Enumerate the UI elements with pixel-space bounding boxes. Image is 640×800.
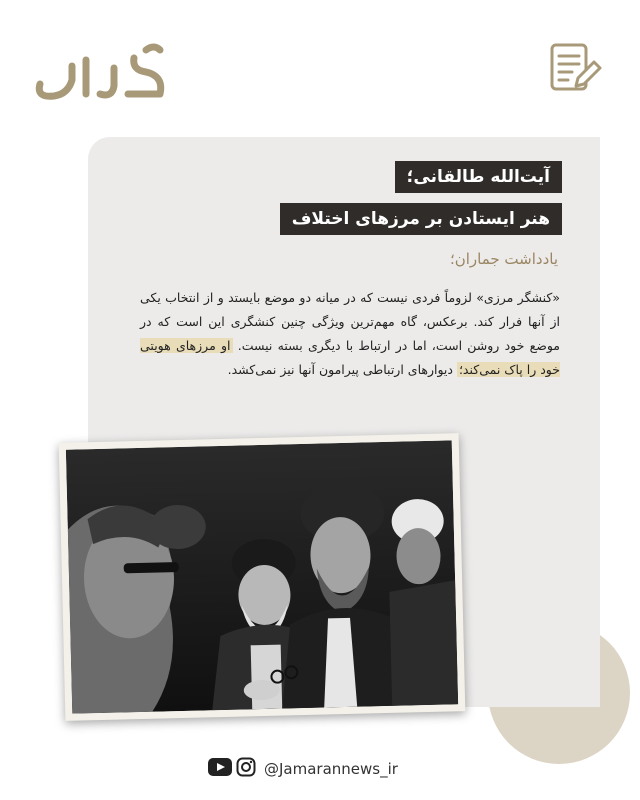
- article-title-line1: آیت‌الله طالقانی؛: [395, 161, 562, 193]
- historical-photo: [59, 433, 466, 721]
- body-text-part1: «کنشگر مرزی» لزوماً فردی نیست که در میانه دو موضع بایستد و از انتخاب یکی از آنها فرار کند. برعکس، گاه مهم‌ترین ویژگی چنین کنشگری این است که در موضع خود روشن است، اما در ارتباط با دیگری بسته نیست.: [140, 290, 560, 353]
- body-text-part2: دیوارهای ارتباطی پیرامون آنها نیز نمی‌کشد.: [227, 362, 457, 377]
- youtube-icon[interactable]: [208, 758, 232, 780]
- note-pencil-icon: [548, 42, 602, 94]
- body-highlight: او مرزهای هویتی خود را پاک نمی‌کند؛: [140, 338, 560, 377]
- footer-social: [208, 758, 398, 780]
- instagram-icon[interactable]: [236, 757, 256, 781]
- jamaran-logo: [28, 36, 168, 106]
- social-handle[interactable]: @Jamarannews_ir: [264, 760, 398, 778]
- article-title-line2: هنر ایستادن بر مرزهای اختلاف: [280, 203, 562, 235]
- article-subtitle: یادداشت جماران؛: [449, 250, 558, 268]
- article-body: [140, 286, 560, 382]
